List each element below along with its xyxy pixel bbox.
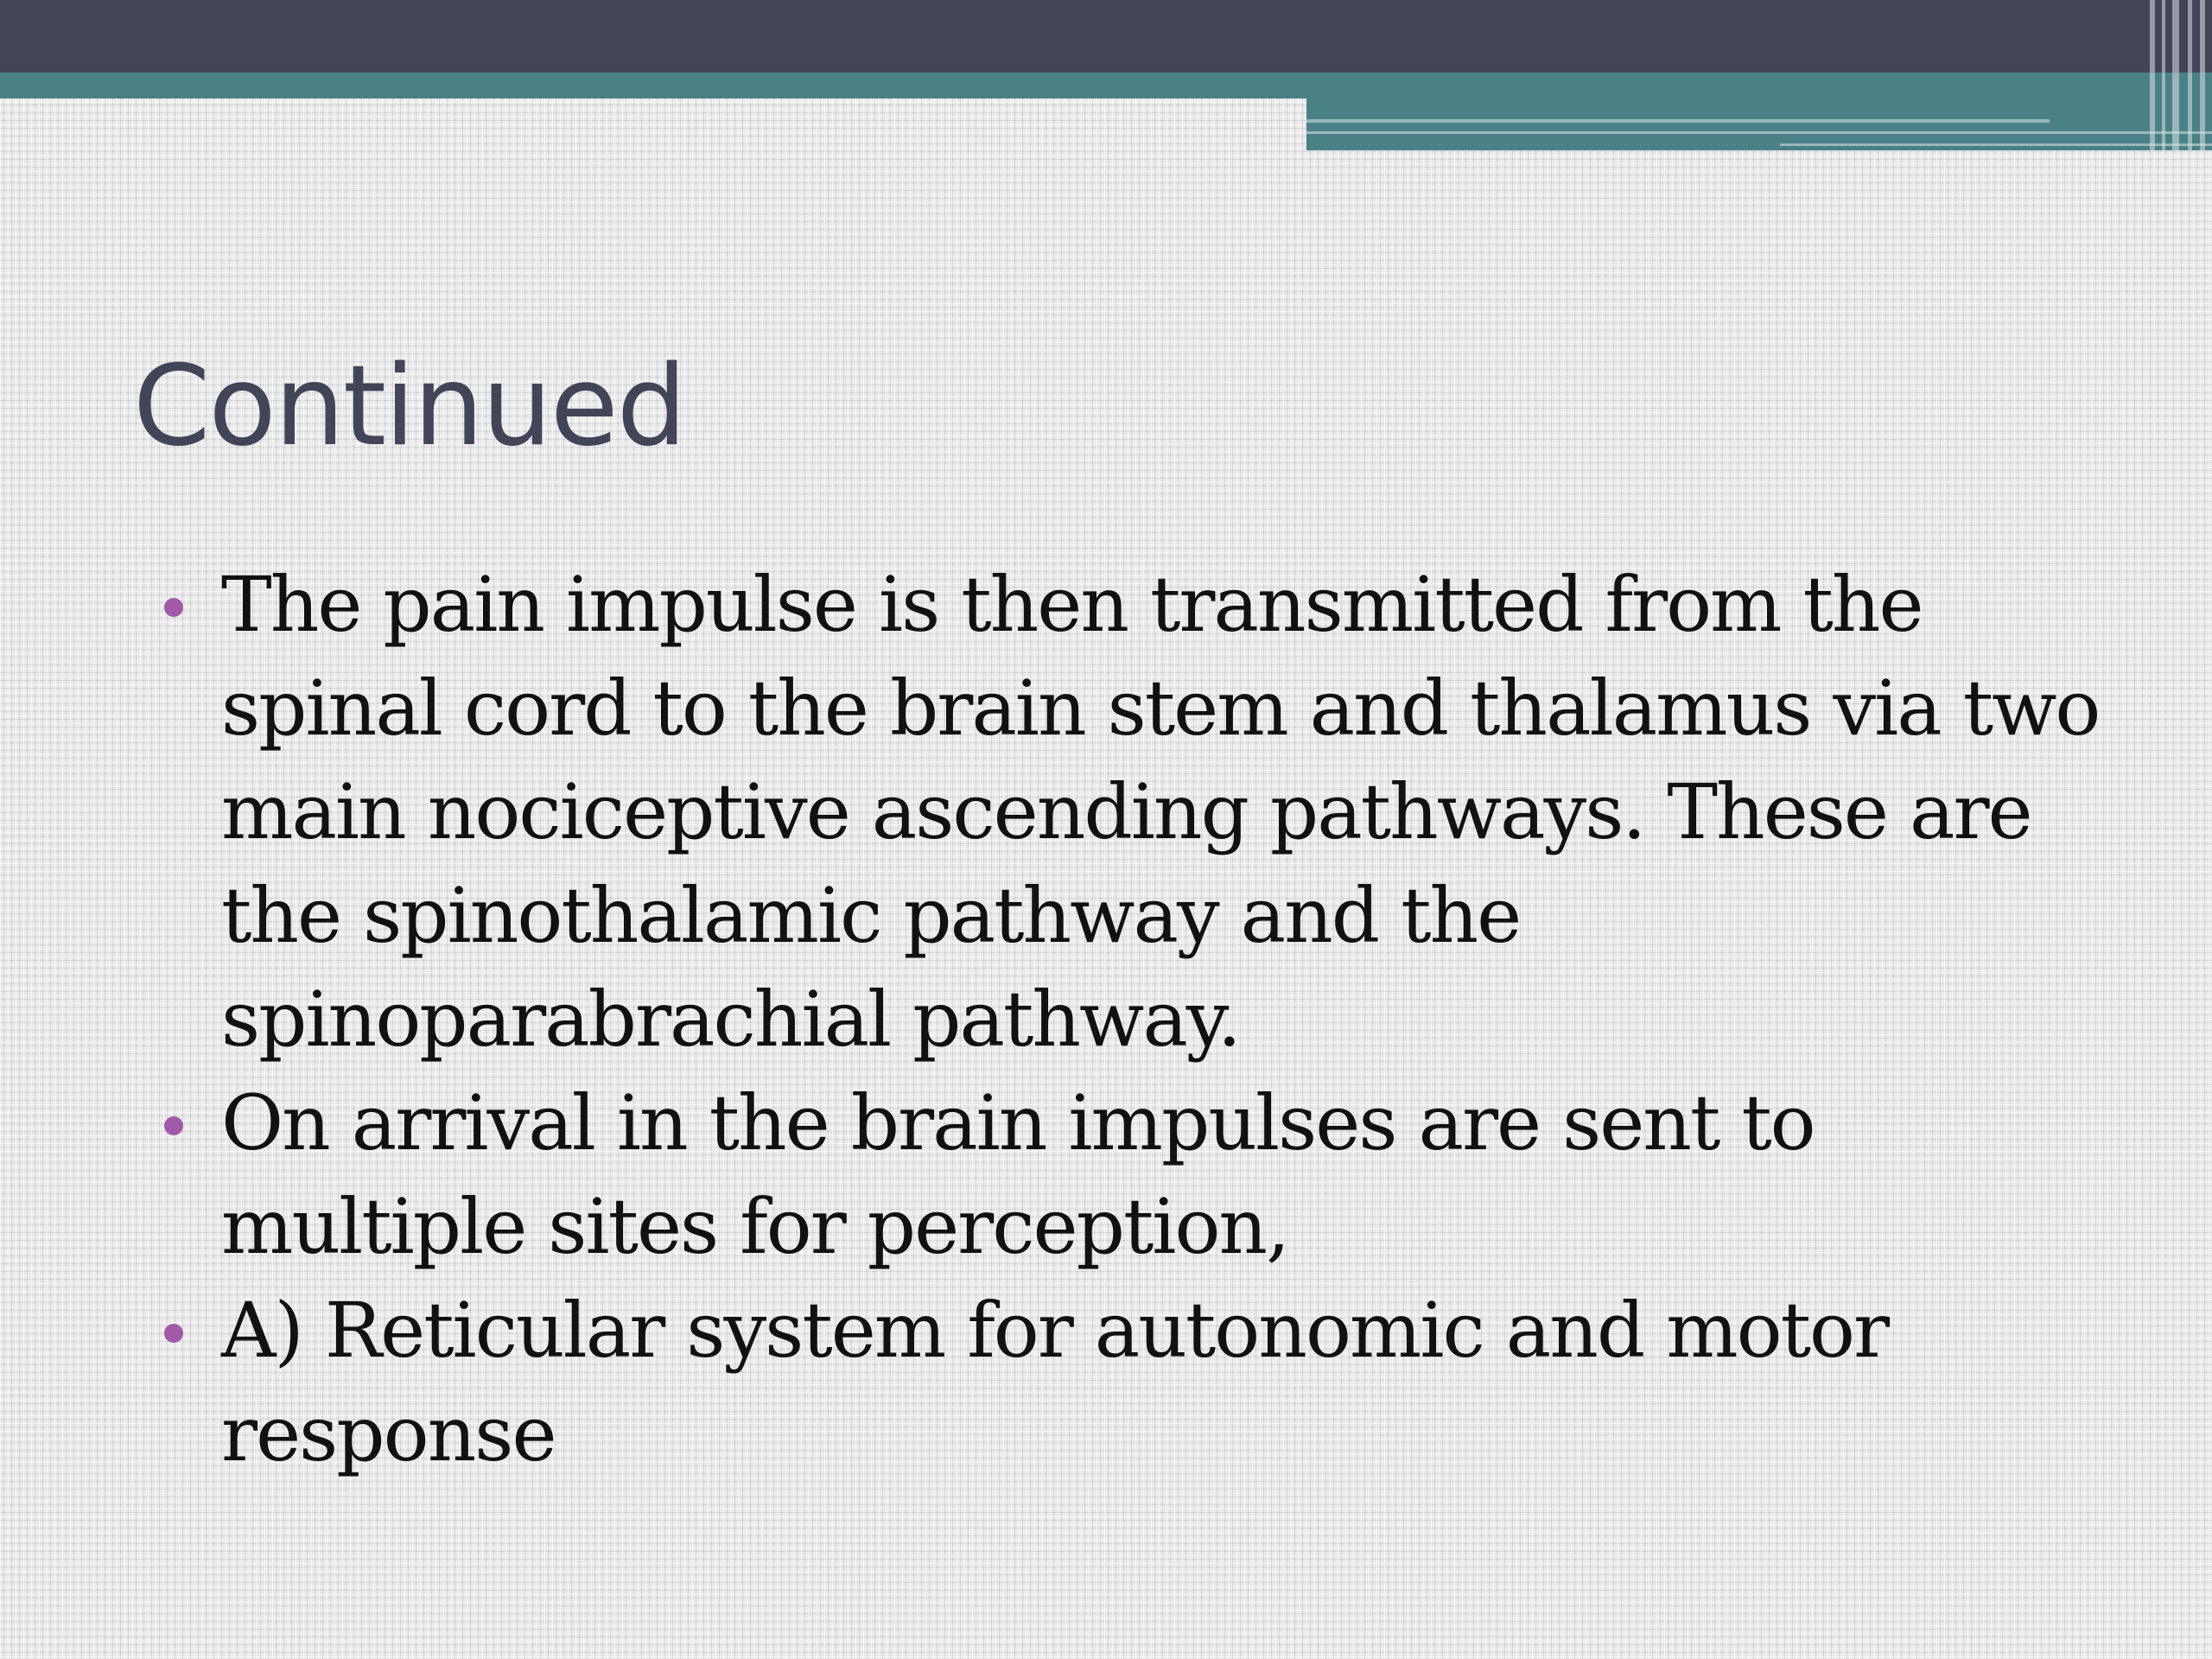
edge-stripe [2150, 0, 2155, 150]
bullet-dot-icon [164, 598, 183, 617]
bullet-text: On arrival in the brain impulses are sent to multiple sites for perception, [221, 1078, 1815, 1271]
teal-stripe [1306, 131, 2212, 134]
slide-title: Continued [133, 342, 685, 471]
teal-stripe [1780, 143, 2212, 146]
list-item [156, 553, 2100, 1071]
edge-stripe [2188, 0, 2192, 150]
bullet-dot-icon [164, 1324, 183, 1343]
edge-stripe [2200, 0, 2205, 150]
header-teal-band [0, 73, 2212, 99]
header-teal-band-right [1306, 99, 2212, 150]
header-dark-bar [0, 0, 2212, 73]
list-item [156, 1071, 2100, 1279]
bullet-list [156, 553, 2100, 1486]
bullet-text: The pain impulse is then transmitted from the spinal cord to the brain stem and thalamus via two main nociceptive ascending pathways. These are the spinothalamic pathway and the spinoparabrachial pathway. [221, 560, 2100, 1064]
bullet-dot-icon [164, 1116, 183, 1135]
list-item [156, 1279, 2100, 1486]
teal-stripe [1306, 119, 2050, 123]
edge-stripe [2172, 0, 2179, 150]
edge-stripe [2162, 0, 2165, 150]
bullet-text: A) Reticular system for autonomic and motor response [221, 1286, 1889, 1478]
